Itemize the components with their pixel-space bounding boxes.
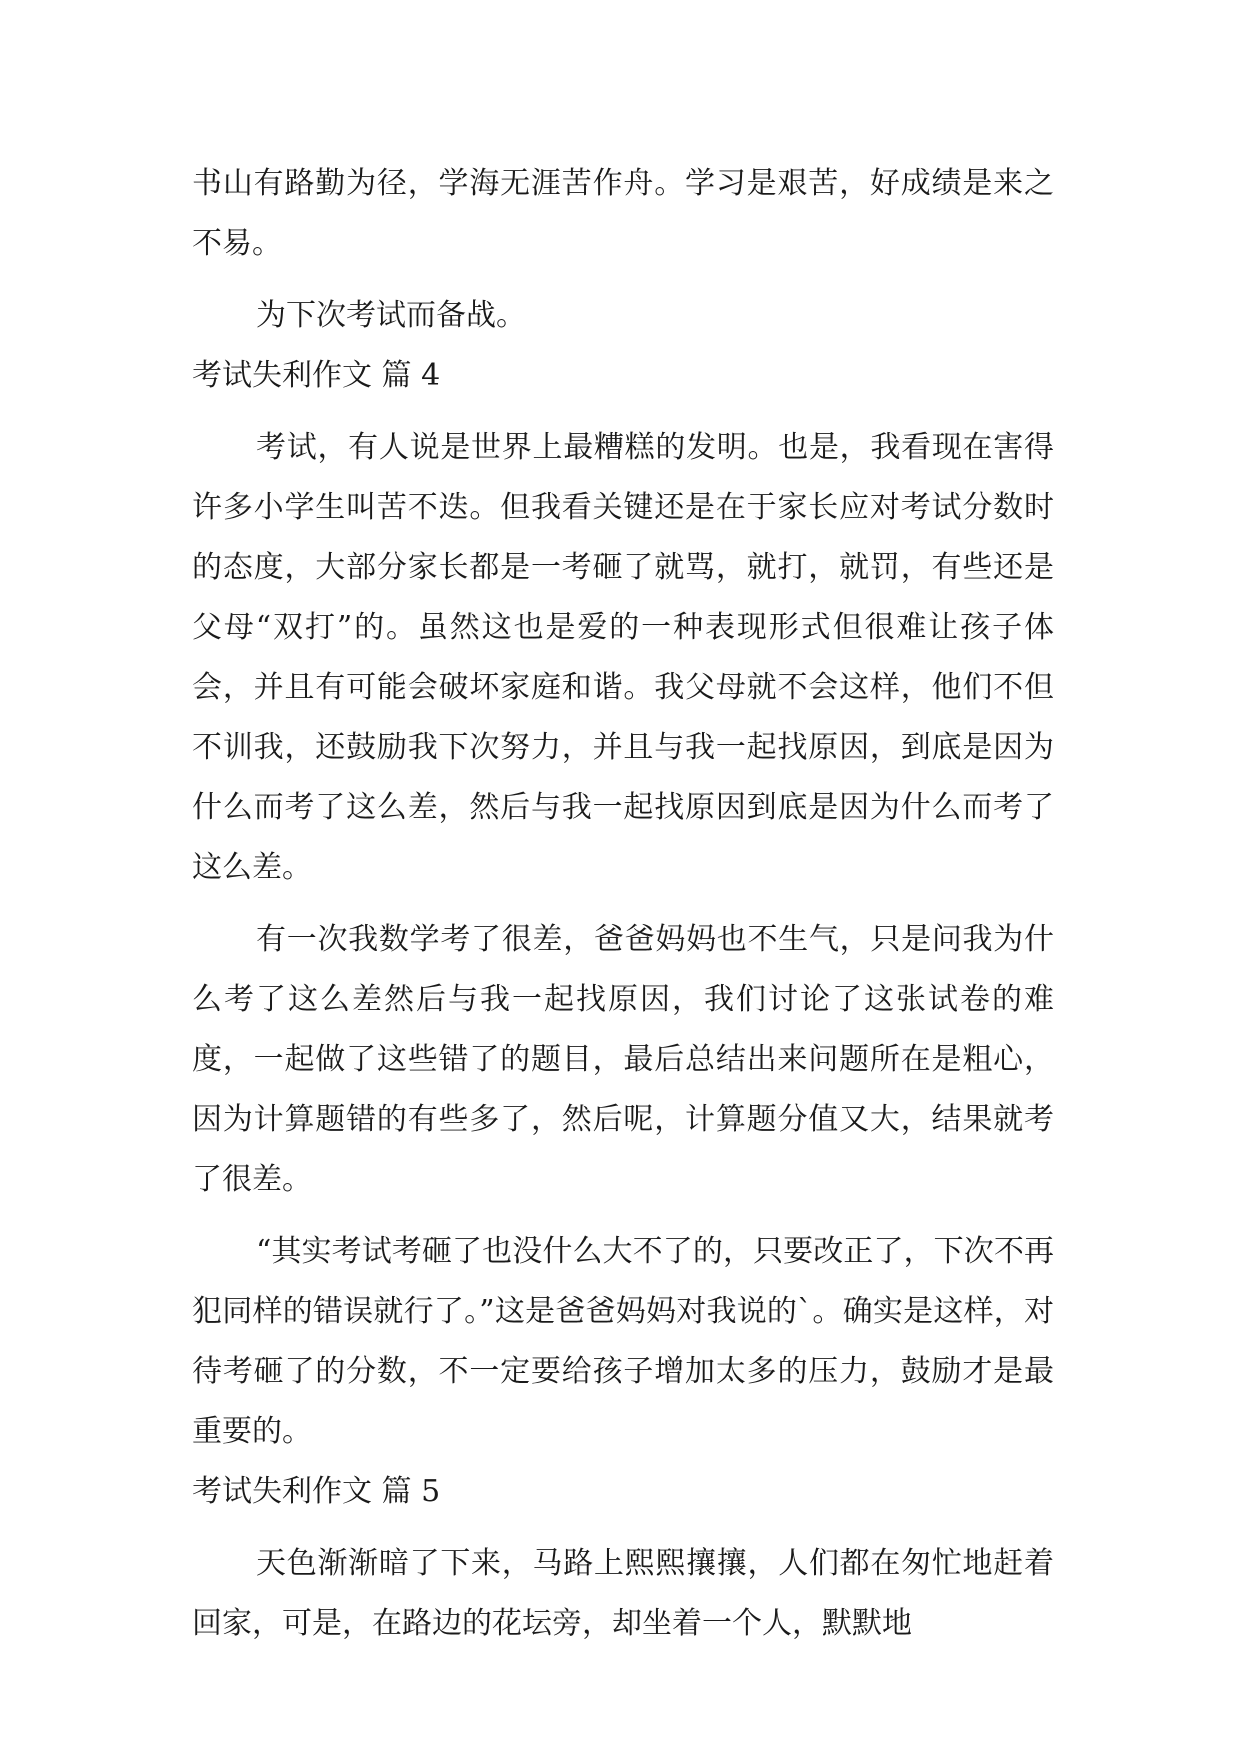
section-heading-4: 考试失利作文 篇 4 [192,358,441,393]
paragraph-exam-opinion: 考试，有人说是世界上最糟糕的发明。也是，我看现在害得许多小学生叫苦不迭。但我看关键还是在于家长应对考试分数时的态度，大部分家长都是一考砸了就骂，就打，就罚，有些还是父母“双打”的。虽然这也是爱的一种表现形式但很难让孩子体会，并且有可能会破坏家庭和谐。我父母就不会这样，他们不但不训我，还鼓励我下次努力，并且与我一起找原因，到底是因为什么而考了这么差，然后与我一起找原因到底是因为什么而考了这么差。 [192,430,1054,885]
paragraph-math-exam: 有一次我数学考了很差，爸爸妈妈也不生气，只是问我为什么考了这么差然后与我一起找原因，我们讨论了这张试卷的难度，一起做了这些错了的题目，最后总结出来问题所在是粗心，因为计算题错的有些多了，然后呢，计算题分值又大，结果就考了很差。 [192,922,1054,1197]
paragraph-prepare: 为下次考试而备战。 [256,298,526,333]
paragraph-intro: 书山有路勤为径，学海无涯苦作舟。学习是艰苦，好成绩是来之不易。 [192,166,1054,261]
paragraph-evening-scene: 天色渐渐暗了下来，马路上熙熙攘攘，人们都在匆忙地赶着回家，可是，在路边的花坛旁，却坐着一个人，默默地 [192,1546,1054,1641]
document-page [192,154,1054,1654]
section-heading-5: 考试失利作文 篇 5 [192,1474,441,1509]
paragraph-parents-words: “其实考试考砸了也没什么大不了的，只要改正了，下次不再犯同样的错误就行了。”这是爸爸妈妈对我说的`。确实是这样，对待考砸了的分数，不一定要给孩子增加太多的压力，鼓励才是最重要的。 [192,1234,1054,1449]
